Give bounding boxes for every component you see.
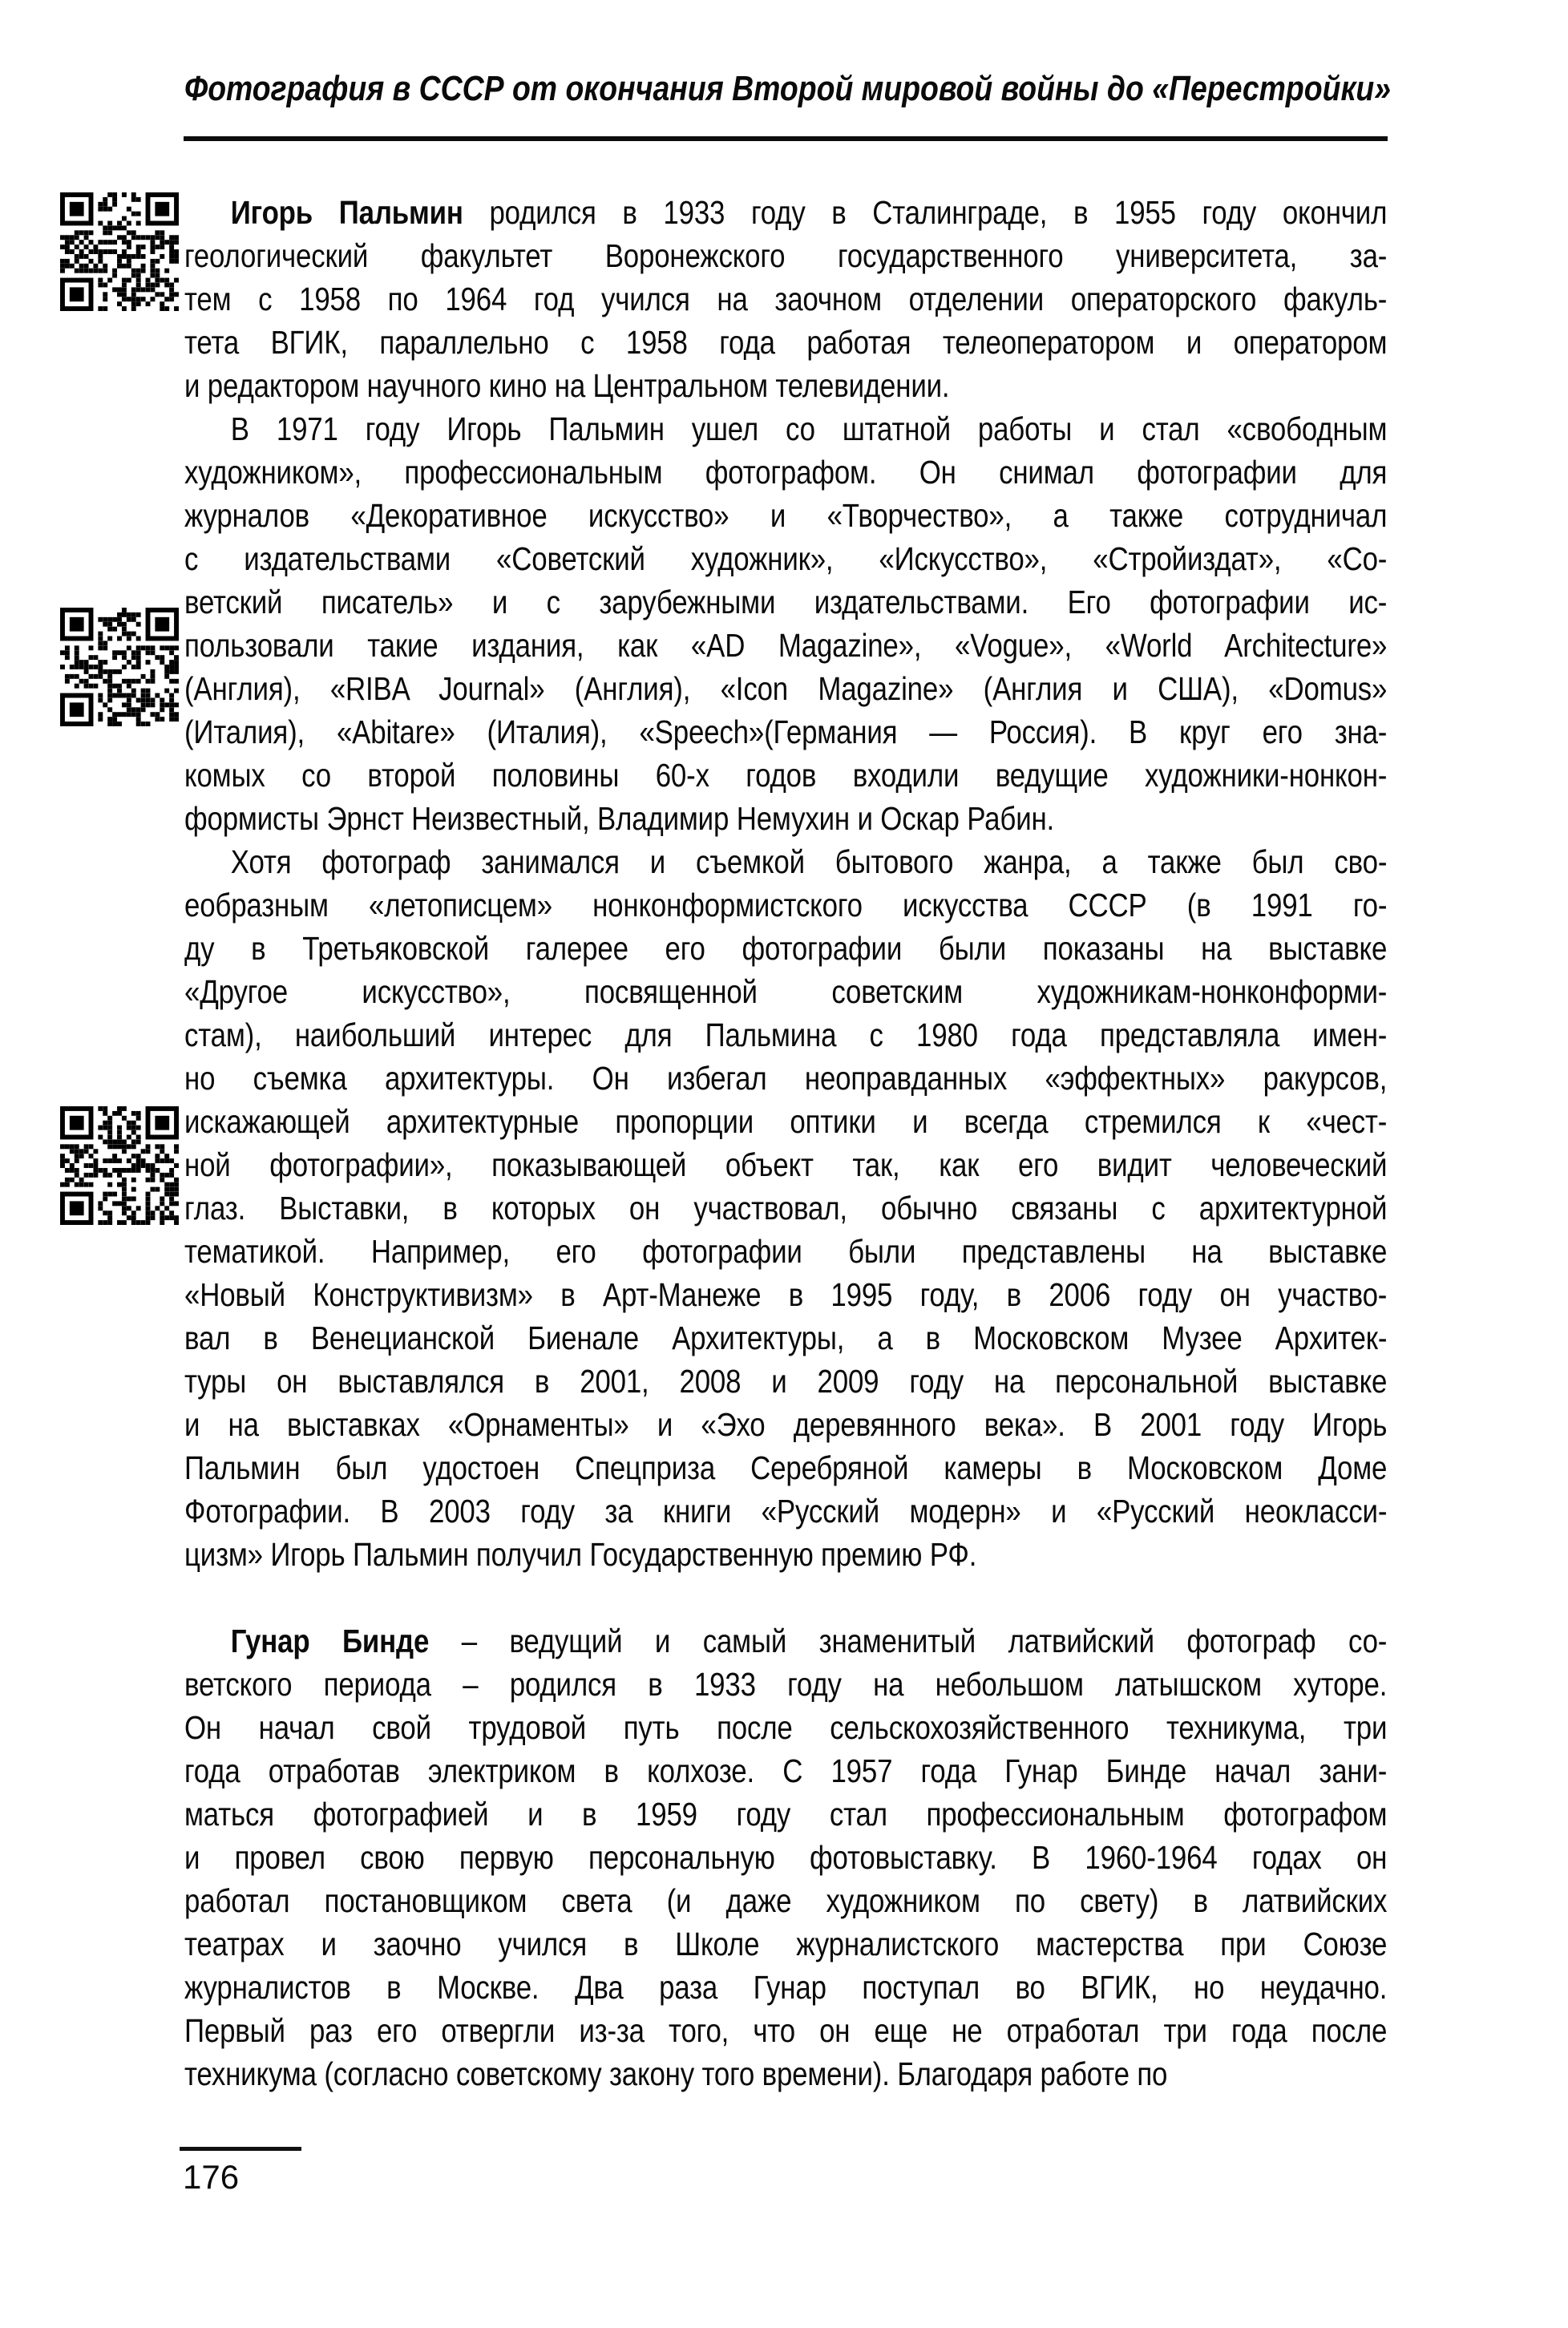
text-line: цизм» Игорь Пальмин получил Государственную премию РФ. bbox=[184, 1536, 977, 1573]
text-line: и на выставках «Орнаменты» и «Эхо деревянного века». В 2001 году Игорь bbox=[184, 1406, 1388, 1443]
text-line: глаз. Выставки, в которых он участвовал, обычно связаны с архитектурной bbox=[184, 1190, 1388, 1227]
page-number: 176 bbox=[183, 2158, 240, 2196]
text-line: маться фотографией и в 1959 году стал профессиональным фотографом bbox=[184, 1796, 1388, 1833]
paragraph bbox=[184, 1619, 1387, 2096]
paragraph bbox=[184, 840, 1387, 1576]
text-line: ветский писатель» и с зарубежными издательствами. Его фотографии ис- bbox=[184, 584, 1388, 620]
text-line: тем с 1958 по 1964 год учился на заочном отделении операторского факуль- bbox=[184, 281, 1388, 317]
text-line: (Италия), «Abitare» (Италия), «Speech»(Германия — Россия). В круг его зна- bbox=[184, 713, 1388, 750]
text-line: но съемка архитектуры. Он избегал неоправданных «эффектных» ракурсов, bbox=[184, 1060, 1388, 1097]
text-line: с издательствами «Советский художник», «Искусство», «Стройиздат», «Со- bbox=[184, 540, 1388, 577]
text-line: искажающей архитектурные пропорции оптики и всегда стремился к «чест- bbox=[184, 1103, 1388, 1140]
text-line bbox=[184, 191, 1387, 234]
text-segment: родился в 1933 году в Сталинграде, в 1955 году окончил bbox=[463, 194, 1388, 231]
paragraphs bbox=[184, 191, 1387, 2096]
text-line: Он начал свой трудовой путь после сельскохозяйственного техникума, три bbox=[184, 1709, 1388, 1746]
text-line: Хотя фотограф занимался и съемкой бытового жанра, а также был сво- bbox=[230, 843, 1388, 880]
text-line: тета ВГИК, параллельно с 1958 года работая телеоператором и оператором bbox=[184, 324, 1388, 361]
text-line: года отработав электриком в колхозе. С 1957 года Гунар Бинде начал зани- bbox=[184, 1752, 1388, 1789]
text-line: ду в Третьяковской галерее его фотографии были показаны на выставке bbox=[184, 930, 1388, 967]
text-line: художником», профессиональным фотографом. Он снимал фотографии для bbox=[184, 454, 1388, 491]
text-line: пользовали такие издания, как «AD Magazine», «Vogue», «World Architecture» bbox=[184, 627, 1388, 664]
text-line: комых со второй половины 60-х годов входили ведущие художники-нонкон- bbox=[184, 757, 1388, 794]
text-line: ветского периода – родился в 1933 году на небольшом латышском хуторе. bbox=[184, 1666, 1388, 1703]
text-line: формисты Эрнст Неизвестный, Владимир Немухин и Оскар Рабин. bbox=[184, 800, 1055, 837]
qr-code bbox=[60, 1106, 179, 1225]
text-line: геологический факультет Воронежского государственного университета, за- bbox=[184, 237, 1388, 274]
text-line: Фотографии. В 2003 году за книги «Русский модерн» и «Русский неокласси- bbox=[184, 1493, 1388, 1530]
running-header: Фотография в СССР от окончания Второй мировой войны до «Перестройки» bbox=[184, 69, 1392, 108]
text-line: журналистов в Москве. Два раза Гунар поступал во ВГИК, но неудачно. bbox=[184, 1969, 1388, 2006]
header-rule bbox=[184, 136, 1388, 141]
text-line: туры он выставлялся в 2001, 2008 и 2009 году на персональной выставке bbox=[184, 1363, 1388, 1400]
footer-rule bbox=[180, 2147, 301, 2151]
text-line: (Англия), «RIBA Journal» (Англия), «Icon Magazine» (Англия и США), «Domus» bbox=[184, 670, 1388, 707]
text-line: Пальмин был удостоен Спецприза Серебряной камеры в Московском Доме bbox=[184, 1449, 1388, 1486]
text-line: стам), наибольший интерес для Пальмина с 1980 года представляла имен- bbox=[184, 1016, 1388, 1053]
text-line: ной фотографии», показывающей объект так, как его видит человеческий bbox=[184, 1146, 1388, 1183]
text-line: журналов «Декоративное искусство» и «Творчество», а также сотрудничал bbox=[184, 497, 1388, 534]
text-line: еобразным «летописцем» нонконформистского искусства СССР (в 1991 го- bbox=[184, 887, 1388, 924]
text-line: театрах и заочно учился в Школе журналистского мастерства при Союзе bbox=[184, 1926, 1388, 1962]
qr-code bbox=[60, 192, 179, 311]
bold-lead: Игорь Пальмин bbox=[230, 194, 463, 231]
text-line: «Другое искусство», посвященной советским художникам-нонконформи- bbox=[184, 973, 1388, 1010]
text-line: В 1971 году Игорь Пальмин ушел со штатной работы и стал «свободным bbox=[230, 410, 1388, 447]
text-line: тематикой. Например, его фотографии были представлены на выставке bbox=[184, 1233, 1388, 1270]
bold-lead: Гунар Бинде bbox=[230, 1623, 430, 1659]
text-line: и провел свою первую персональную фотовыставку. В 1960-1964 годах он bbox=[184, 1839, 1388, 1876]
text-line: «Новый Конструктивизм» в Арт-Манеже в 1995 году, в 2006 году он участво- bbox=[184, 1276, 1388, 1313]
text-segment: – ведущий и самый знаменитый латвийский фотограф со- bbox=[429, 1623, 1388, 1659]
text-line bbox=[184, 1619, 1387, 1663]
text-line: техникума (согласно советскому закону того времени). Благодаря работе по bbox=[184, 2055, 1168, 2092]
paragraph bbox=[184, 191, 1387, 407]
text-line: вал в Венецианской Биенале Архитектуры, а в Московском Музее Архитек- bbox=[184, 1320, 1388, 1356]
qr-code bbox=[60, 608, 179, 726]
paragraph bbox=[184, 407, 1387, 840]
text-line: работал постановщиком света (и даже художником по свету) в латвийских bbox=[184, 1882, 1388, 1919]
text-line: Первый раз его отвергли из-за того, что он еще не отработал три года после bbox=[184, 2012, 1388, 2049]
text-line: и редактором научного кино на Центральном телевидении. bbox=[184, 367, 950, 404]
